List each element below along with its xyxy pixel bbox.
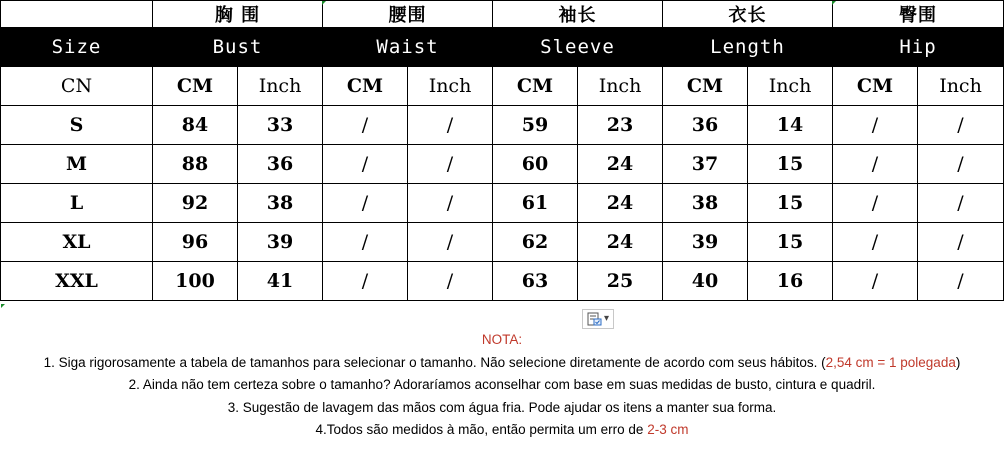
measurement-cell[interactable]: / [408, 145, 493, 184]
size-cell[interactable]: S [1, 106, 153, 145]
note-1-conversion: 2,54 cm = 1 polegada [825, 354, 956, 370]
measurement-cell[interactable]: / [833, 184, 918, 223]
note-line-4 [0, 419, 1004, 442]
size-cell[interactable]: M [1, 145, 153, 184]
empty-header-cell[interactable] [1, 1, 153, 28]
measurement-cell[interactable]: / [833, 145, 918, 184]
notes-title: NOTA: [481, 332, 523, 347]
measurement-cell[interactable]: / [323, 262, 408, 301]
measurement-cell[interactable]: / [408, 184, 493, 223]
measurement-cell[interactable]: 14 [748, 106, 833, 145]
measurement-cell[interactable]: 84 [153, 106, 238, 145]
measurement-cell[interactable]: 15 [748, 145, 833, 184]
zh-header-hip[interactable]: 臀围 [833, 1, 1004, 28]
measurement-cell[interactable]: 60 [493, 145, 578, 184]
en-header-sleeve[interactable]: Sleeve [493, 28, 663, 67]
measurement-cell[interactable]: 24 [578, 184, 663, 223]
zh-header-waist[interactable]: 腰围 [323, 1, 493, 28]
measurement-cell[interactable]: 61 [493, 184, 578, 223]
measurement-cell[interactable]: 96 [153, 223, 238, 262]
table-row [1, 184, 1004, 223]
measurement-cell[interactable]: 33 [238, 106, 323, 145]
note-4-tolerance: 2-3 cm [647, 422, 689, 437]
unit-cm-cell[interactable]: CM [833, 67, 918, 106]
chinese-header-row [1, 1, 1004, 28]
size-cell[interactable]: XXL [1, 262, 153, 301]
table-row [1, 145, 1004, 184]
measurement-cell[interactable]: 36 [663, 106, 748, 145]
size-rows [1, 106, 1004, 301]
measurement-cell[interactable]: / [323, 184, 408, 223]
unit-row [1, 67, 1004, 106]
unit-inch-cell[interactable]: Inch [238, 67, 323, 106]
unit-cm-cell[interactable]: CM [493, 67, 578, 106]
measurement-cell[interactable]: 59 [493, 106, 578, 145]
size-header[interactable]: Size [1, 28, 153, 67]
measurement-cell[interactable]: / [408, 106, 493, 145]
measurement-cell[interactable]: 88 [153, 145, 238, 184]
measurement-cell[interactable]: / [833, 262, 918, 301]
note-4-text: 4.Todos são medidos à mão, então permita um erro de [315, 422, 648, 437]
paste-options-button[interactable] [582, 309, 614, 329]
size-cell[interactable]: XL [1, 223, 153, 262]
cell-marker [832, 1, 836, 5]
measurement-cell[interactable]: / [323, 223, 408, 262]
measurement-cell[interactable]: 63 [493, 262, 578, 301]
en-header-length[interactable]: Length [663, 28, 833, 67]
measurement-cell[interactable]: / [918, 223, 1004, 262]
en-header-waist[interactable]: Waist [323, 28, 493, 67]
cell-marker [322, 1, 326, 5]
measurement-cell[interactable]: 92 [153, 184, 238, 223]
unit-inch-cell[interactable]: Inch [918, 67, 1004, 106]
notes-section [0, 329, 1004, 442]
measurement-cell[interactable]: 39 [663, 223, 748, 262]
table-row [1, 106, 1004, 145]
unit-inch-cell[interactable]: Inch [748, 67, 833, 106]
note-line-1 [0, 352, 1004, 375]
table-row [1, 223, 1004, 262]
unit-cm-cell[interactable]: CM [153, 67, 238, 106]
unit-cm-cell[interactable]: CM [663, 67, 748, 106]
unit-inch-cell[interactable]: Inch [408, 67, 493, 106]
measurement-cell[interactable]: 38 [238, 184, 323, 223]
en-header-bust[interactable]: Bust [153, 28, 323, 67]
unit-cm-cell[interactable]: CM [323, 67, 408, 106]
english-header-row [1, 28, 1004, 67]
table-row [1, 262, 1004, 301]
measurement-cell[interactable]: 62 [493, 223, 578, 262]
size-cell[interactable]: L [1, 184, 153, 223]
measurement-cell[interactable]: 100 [153, 262, 238, 301]
measurement-cell[interactable]: 38 [663, 184, 748, 223]
cell-marker [1, 304, 5, 308]
paste-options-icon [587, 312, 602, 326]
measurement-cell[interactable]: / [918, 145, 1004, 184]
measurement-cell[interactable]: / [918, 184, 1004, 223]
measurement-cell[interactable]: / [408, 262, 493, 301]
measurement-cell[interactable]: / [323, 145, 408, 184]
zh-header-sleeve[interactable]: 袖长 [493, 1, 663, 28]
measurement-cell[interactable]: 24 [578, 145, 663, 184]
note-1-text: 1. Siga rigorosamente a tabela de tamanhos para selecionar o tamanho. Não selecione diretamente de acordo com seus hábitos. ( [43, 354, 826, 370]
measurement-cell[interactable]: / [918, 262, 1004, 301]
measurement-cell[interactable]: / [833, 106, 918, 145]
measurement-cell[interactable]: 23 [578, 106, 663, 145]
measurement-cell[interactable]: 15 [748, 223, 833, 262]
chevron-down-icon: ▾ [603, 313, 610, 324]
cn-label-cell[interactable]: CN [1, 67, 153, 106]
measurement-cell[interactable]: 16 [748, 262, 833, 301]
measurement-cell[interactable]: / [323, 106, 408, 145]
measurement-cell[interactable]: 40 [663, 262, 748, 301]
en-header-hip[interactable]: Hip [833, 28, 1004, 67]
measurement-cell[interactable]: 24 [578, 223, 663, 262]
measurement-cell[interactable]: 25 [578, 262, 663, 301]
measurement-cell[interactable]: 37 [663, 145, 748, 184]
zh-header-length[interactable]: 衣长 [663, 1, 833, 28]
zh-header-bust[interactable]: 胸 围 [153, 1, 323, 28]
measurement-cell[interactable]: / [408, 223, 493, 262]
note-line-2: 2. Ainda não tem certeza sobre o tamanho? Adoraríamos aconselhar com base em suas medidas de busto, cintura e quadril. [128, 377, 876, 392]
note-1-close: ) [955, 354, 961, 370]
measurement-cell[interactable]: / [833, 223, 918, 262]
unit-inch-cell[interactable]: Inch [578, 67, 663, 106]
measurement-cell[interactable]: 41 [238, 262, 323, 301]
note-line-3: 3. Sugestão de lavagem das mãos com água fria. Pode ajudar os itens a manter sua forma. [227, 399, 777, 415]
measurement-cell[interactable]: / [918, 106, 1004, 145]
measurement-cell[interactable]: 15 [748, 184, 833, 223]
measurement-cell[interactable]: 39 [238, 223, 323, 262]
measurement-cell[interactable]: 36 [238, 145, 323, 184]
